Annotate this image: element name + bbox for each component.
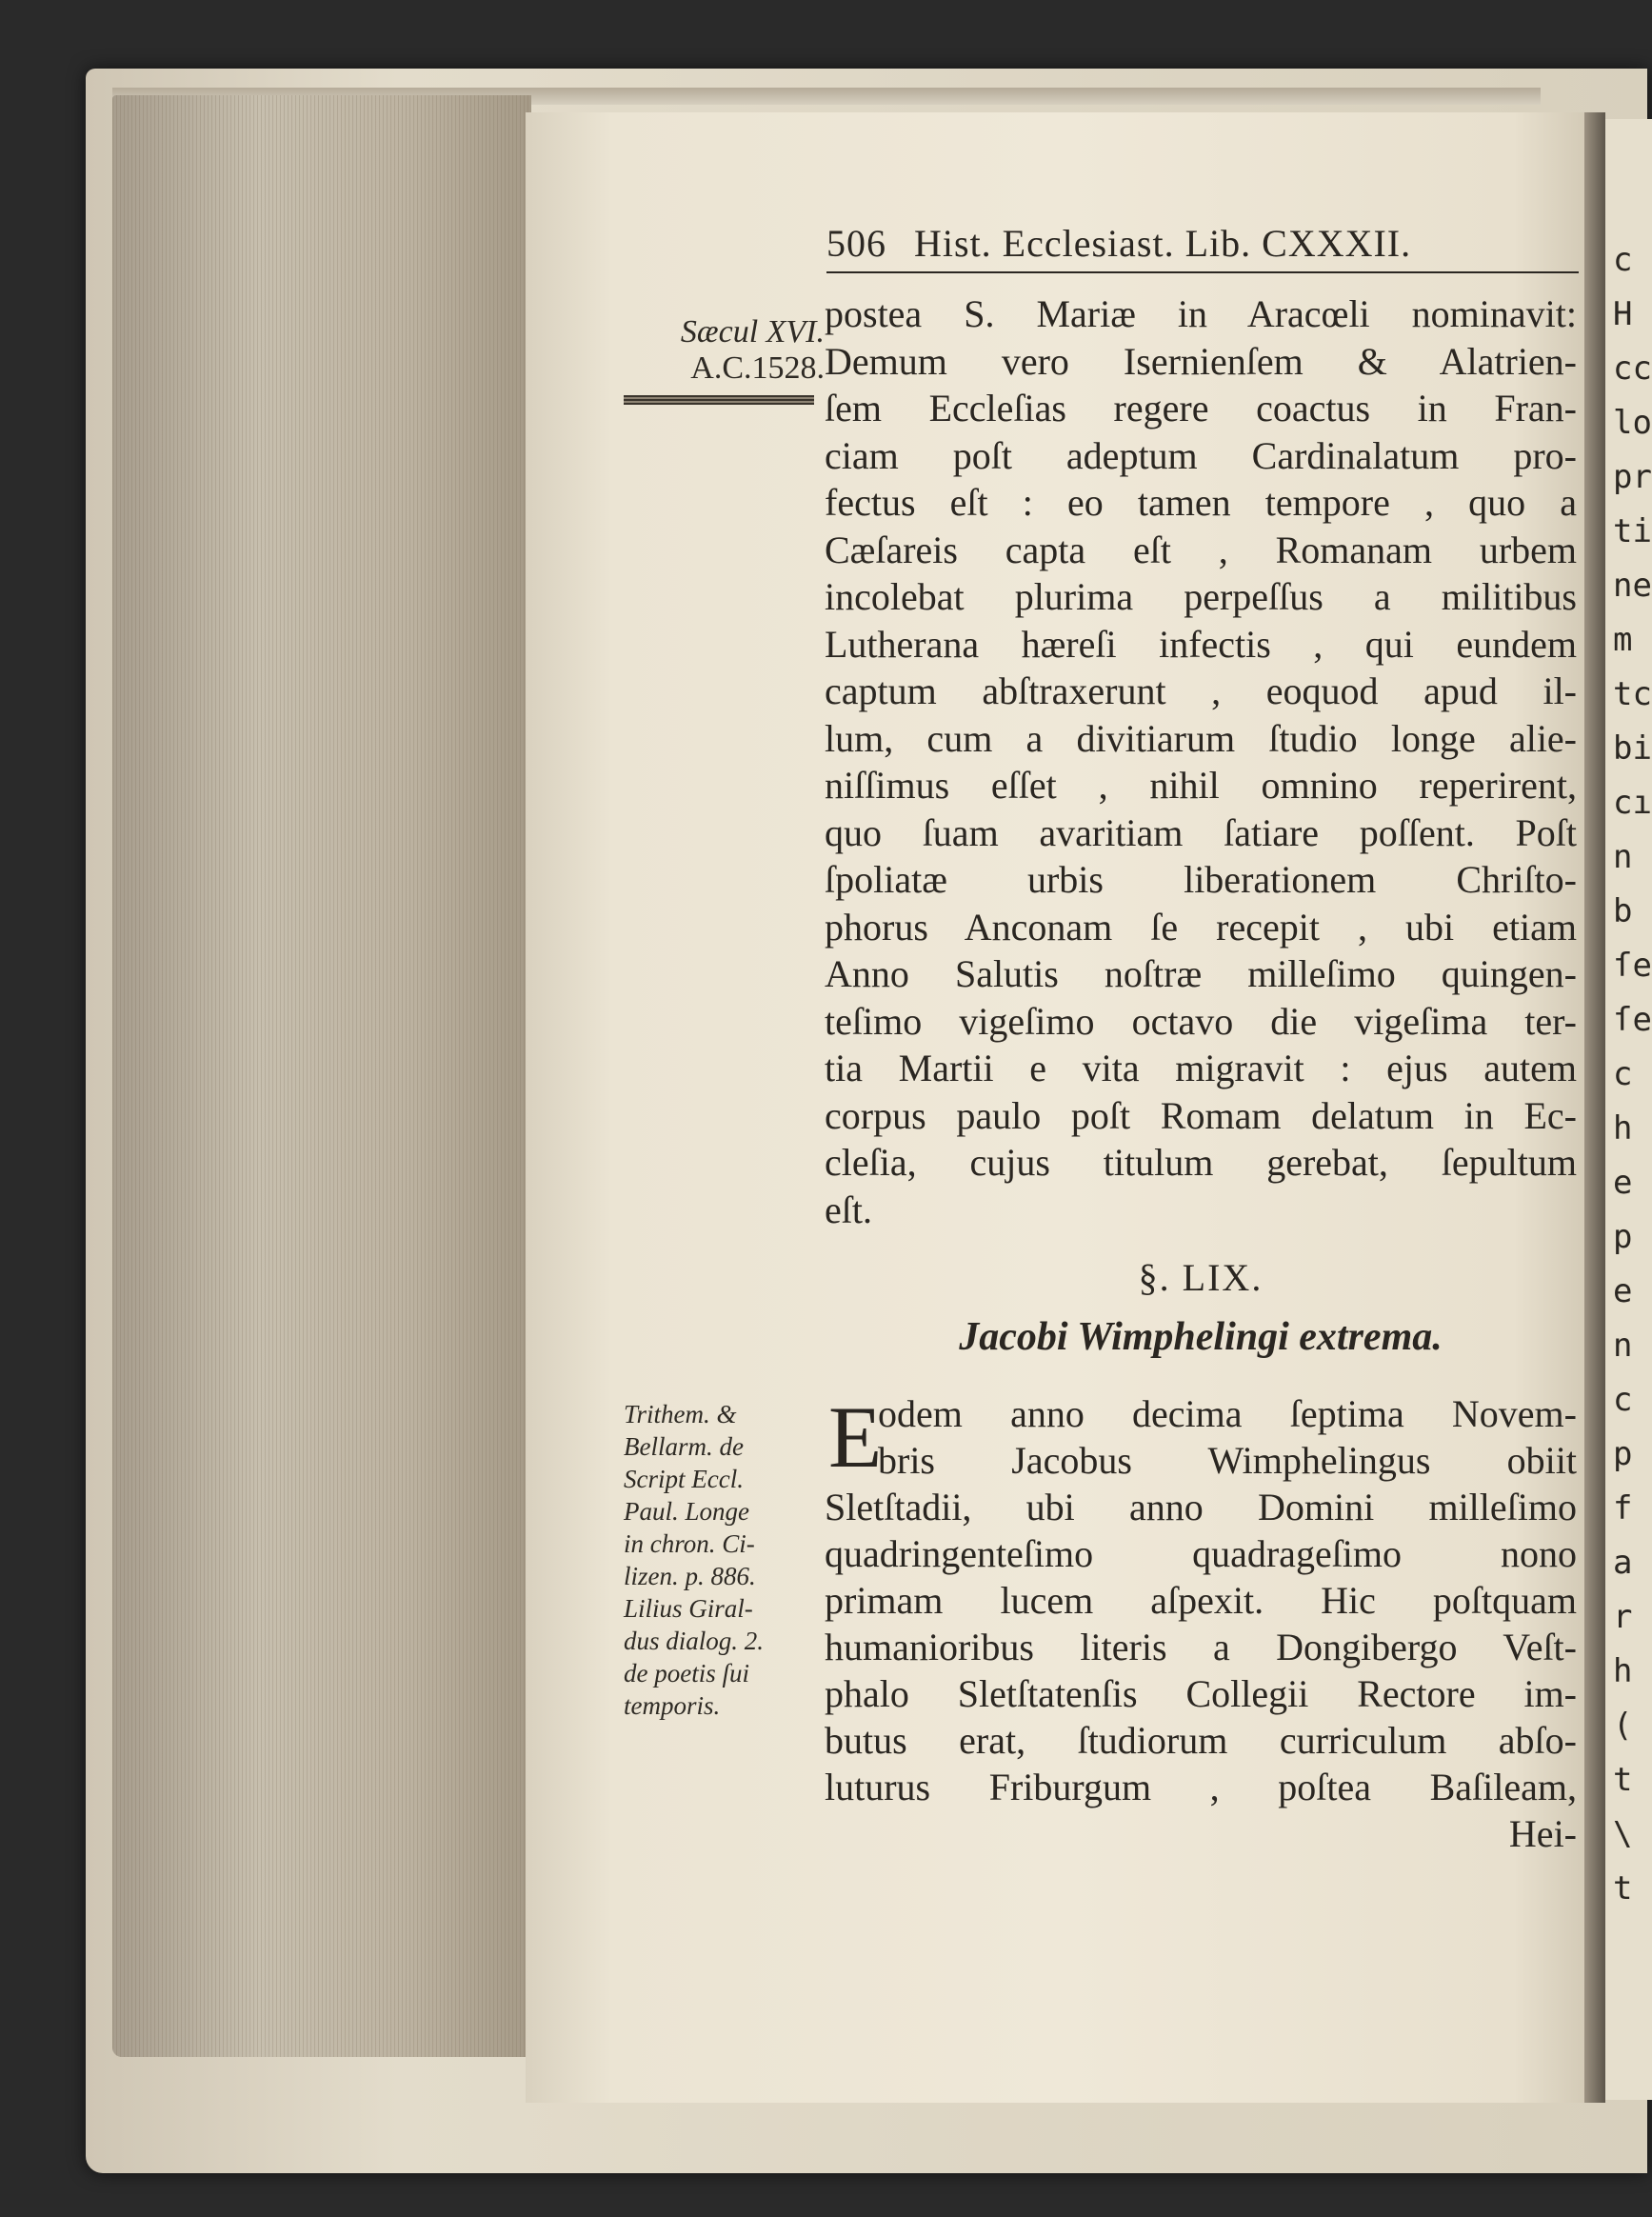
second-paragraph [825,1390,1577,1857]
margin-line: Lilius Giral- [624,1594,753,1623]
margin-line: lizen. p. 886. [624,1562,756,1590]
margin-century: Sæcul XVI. [680,314,825,350]
text-line: incolebat plurima perpeſſus a militibus [825,575,1577,618]
text-line: luturus Friburgum , poſtea Baſileam, [825,1766,1577,1808]
text-line: Cæſareis capta eſt , Romanam urbem [825,528,1577,571]
text-line: tia Martii e vita migravit : ejus autem [825,1047,1577,1089]
text-line: ſem Eccleſias regere coactus in Fran- [825,387,1577,429]
book-gutter [1584,112,1605,2103]
margin-line: de poetis ſui [624,1659,749,1688]
text-line: quadringenteſimo quadrageſimo nono [825,1532,1577,1575]
page-number: 506 [826,222,886,265]
text-line: Demum vero Isernienſem & Alatrien- [825,339,1577,383]
text-line: phorus Anconam ſe recepit , ubi etiam [825,905,1577,949]
text-line: lum, cum a divitiarum ſtudio longe alie- [825,716,1577,760]
text-line: postea S. Mariæ in Aracœli nominavit: [825,292,1577,335]
text-line: humanioribus literis a Dongibergo Veſt- [825,1626,1577,1668]
page-header [826,221,1579,273]
text-line: butus erat, ſtudiorum curriculum abſo- [825,1719,1577,1762]
page-edges-block [112,95,531,2057]
text-line: bris Jacobus Wimphelingus obiit [878,1439,1577,1482]
text-line: ciam poſt adeptum Cardinalatum pro- [825,433,1577,477]
margin-line: Bellarm. de [624,1432,744,1461]
catchword: Hei- [1508,1812,1577,1855]
text-line: Sletſtadii, ubi anno Domini milleſimo [825,1486,1577,1528]
text-line: odem anno decima ſeptima Novem- [878,1392,1577,1435]
facing-page-letters: c H cc lo pr ti ne m tc bi cı n b ſe ſe c h e p e n c p f a r h ( t \ t [1613,241,1652,1907]
margin-line: dus dialog. 2. [624,1627,765,1655]
text-line: eſt. [825,1188,872,1231]
facing-page-edge [1605,119,1652,2100]
margin-line: in chron. Ci- [624,1529,755,1558]
margin-note-century [606,314,825,387]
text-line: corpus paulo poſt Romam delatum in Ec- [825,1093,1577,1137]
text-line: Anno Salutis noſtræ milleſimo quingen- [825,952,1577,995]
drop-capital: E [828,1388,883,1486]
text-line: Lutherana hæreſi infectis , qui eundem [825,622,1577,666]
margin-line: Trithem. & [624,1400,737,1428]
margin-note-sources [624,1398,824,1722]
margin-ornament-rule [624,395,814,405]
text-line: niſſimus eſſet , nihil omnino reperirent, [825,764,1577,807]
text-line: quo ſuam avaritiam ſatiare poſſent. Poſt [825,810,1577,854]
text-line: ſpoliatæ urbis liberationem Chriſto- [825,858,1577,901]
text-line: phalo Sletſtatenſis Collegii Rectore im- [825,1672,1577,1715]
text-line: captum abſtraxerunt , eoquod apud il- [825,669,1577,712]
margin-year: A.C.1528. [690,350,825,386]
text-line: fectus eſt : eo tamen tempore , quo a [825,481,1577,524]
margin-line: Paul. Longe [624,1497,749,1526]
text-line: cleſia, cujus titulum gerebat, ſepultum [825,1141,1577,1184]
margin-line: temporis. [624,1691,721,1720]
running-title: Hist. Ecclesiast. Lib. CXXXII. [914,222,1412,265]
section-number: §. LIX. [1138,1256,1264,1299]
text-line: teſimo vigeſimo octavo die vigeſima ter- [825,999,1577,1043]
main-paragraph [825,290,1577,1233]
margin-line: Script Eccl. [624,1465,744,1493]
text-line: primam lucem aſpexit. Hic poſtquam [825,1579,1577,1622]
section-title: Jacobi Wimphelingi extrema. [959,1315,1443,1359]
